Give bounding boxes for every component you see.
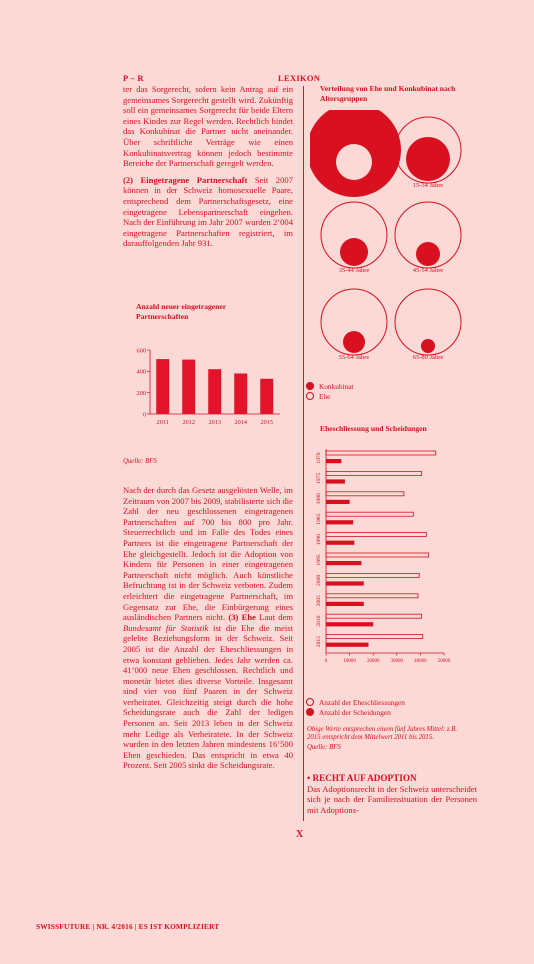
- bar-2014: [234, 373, 247, 414]
- paragraph-konkubinat: ter das Sorgerecht, sofern kein Antrag auf ein gemeinsames Sorgerecht gestellt wird. Zukünftig soll ein gemeinsames Sorgerecht für beide Eltern eines Kindes zur Regel werden. Rechtlich bindet das Konkubinat die Partner nicht aneinander. Über schriftliche Verträge wie einen Konkubinatsvertrag können jedoch bestimmte Bereiche der Partnerschaft geregelt werden.: [123, 84, 293, 169]
- bar-2015: [260, 379, 273, 414]
- category-label: LEXIKON: [278, 73, 321, 83]
- column-divider: [303, 86, 304, 821]
- intro-text-block: [123, 84, 293, 249]
- hbar-note: Obige Werte entsprechen einem fünf Jahres Mittel: z.B. 2015 entspricht dem Mittelwert 2011 bis 2015.: [307, 726, 458, 742]
- heading-partnerschaft: (2) Eingetragene Partnerschaft: [123, 174, 248, 185]
- main-text-block: [123, 485, 293, 771]
- divorces-bar-1990: [326, 541, 354, 545]
- adoption-body: Das Adoptionsrecht in der Schweiz unterscheidet sich je nach der Familiensituation der Personen mit Adoptions-: [307, 783, 477, 815]
- filled-circle-icon: [306, 382, 314, 390]
- divorces-bar-2015: [326, 643, 368, 647]
- marriages-bar-2000: [326, 573, 419, 577]
- konkubinat-circle-2: [340, 238, 368, 266]
- marriages-bar-1975: [326, 471, 422, 475]
- bar-chart-title: Anzahl neuer eingetragener Partnerschaften: [136, 302, 226, 321]
- outline-circle-icon: [306, 392, 314, 400]
- age-group-label: 15-34 Jahre: [412, 182, 444, 189]
- divorces-bar-1975: [326, 479, 345, 483]
- hbar-legend: [306, 697, 405, 717]
- partnerschaft-body: Seit 2007 können in der Schweiz homosexuelle Paare, entsprechend dem Partnerschaftsgesetz, eine eingetragene Lebenspartnerschaft eingehen. Nach der Einführung im Jahr 2007 wurden 2’004 eingetragene Partnerschaften registriert, im darauffolgenden Jahr 931.: [123, 174, 293, 249]
- marriage-divorce-bar-chart: [310, 445, 470, 685]
- divorces-bar-1985: [326, 520, 353, 524]
- legend-scheidungen-label: Anzahl der Scheidungen: [319, 707, 391, 717]
- x-tick-label: 2014: [234, 419, 248, 426]
- ehe-text-a: Nach der durch das Gesetz ausgelösten Welle, im Zeitraum von 2007 bis 2009, stabilisierte sich die Zahl der neu geschlossenen eingetragenen Partnerschaften auf 700 bis 800 pro Jahr. Steuerrechtlich und im Falle des Todes eines Partners ist die eingetragene Partnerschaft der Ehe gleichgestellt. Jedoch ist die Adoption von Kindern für Personen in einer eingetragenen Partnerschaft nicht möglich. Auch künstliche Befruchtung ist in der Schweiz verboten. Zudem erleichtert die eingetragene Partnerschaft, im Gegensatz zur Ehe, die Einbürgerung eines ausländischen Partners nicht.: [123, 485, 293, 623]
- year-label: 2000: [316, 574, 322, 586]
- marriages-bar-2005: [326, 594, 418, 598]
- paragraph-ehe: [123, 485, 293, 771]
- y-tick-label: 0: [142, 411, 146, 419]
- y-tick-label: 600: [136, 347, 146, 355]
- x-tick-label: 0: [324, 659, 328, 664]
- marriages-bar-1970: [326, 451, 436, 455]
- year-label: 1985: [316, 513, 322, 525]
- section-label: P – R: [123, 73, 144, 83]
- bar-2011: [156, 359, 169, 414]
- konkubinat-circle-3: [416, 242, 440, 266]
- year-label: 1975: [316, 472, 322, 484]
- heading-ehe: (3) Ehe: [225, 612, 256, 623]
- bar-2013: [208, 369, 221, 414]
- marriages-bar-1995: [326, 553, 429, 557]
- divorces-bar-1970: [326, 459, 341, 463]
- age-group-circles-chart: [310, 110, 480, 372]
- footer: SWISSFUTURE | NR. 4/2016 | ES IST KOMPLIZIERT: [36, 922, 220, 931]
- filled-circle-icon: [306, 708, 314, 716]
- ehe-text-b: Laut dem: [255, 612, 293, 623]
- adoption-heading: • RECHT AUF ADOPTION: [307, 773, 417, 783]
- adoption-block: [307, 773, 477, 815]
- age-group-label: 45-54 Jahre: [412, 267, 444, 274]
- year-label: 1970: [316, 452, 322, 464]
- konkubinat-circle-5: [421, 339, 435, 353]
- hbar-source: Quelle: BFS: [307, 744, 341, 751]
- hbar-chart-title: Eheschliessung und Scheidungen: [320, 424, 427, 433]
- x-tick-label: 2012: [182, 419, 196, 426]
- marriages-bar-1985: [326, 512, 413, 516]
- marriages-bar-1980: [326, 492, 404, 496]
- paragraph-partnerschaft: [123, 175, 293, 249]
- y-tick-label: 200: [136, 389, 146, 397]
- year-label: 2005: [316, 595, 322, 607]
- x-tick-label: 30000: [390, 659, 404, 664]
- year-label: 2010: [316, 615, 322, 627]
- ehe-circle-0: [336, 144, 372, 180]
- year-label: 2015: [316, 636, 322, 648]
- x-tick-label: 2013: [208, 419, 222, 426]
- x-tick-label: 2015: [260, 419, 274, 426]
- legend-konkubinat: [306, 381, 353, 391]
- legend-ehe-label: Ehe: [319, 391, 331, 401]
- x-tick-label: 40000: [414, 659, 427, 664]
- page-marker: X: [296, 829, 304, 840]
- partnerschaften-bar-chart: [128, 340, 288, 435]
- marriages-bar-1990: [326, 533, 426, 537]
- konkubinat-circle-4: [343, 331, 365, 353]
- marriages-bar-2015: [326, 635, 423, 639]
- x-tick-label: 10000: [343, 659, 356, 664]
- age-group-label: 35-44 Jahre: [338, 267, 370, 274]
- legend-ehe: [306, 391, 353, 401]
- circles-chart-title: Verteilung von Ehe und Konkubinat nach Altersgruppen: [320, 84, 456, 103]
- bar-chart-source: Quelle: BFS: [123, 458, 157, 465]
- divorces-bar-1995: [326, 561, 361, 565]
- x-tick-label: 2011: [156, 419, 169, 426]
- x-tick-label: 20000: [366, 659, 380, 664]
- outline-circle-icon: [306, 698, 314, 706]
- age-group-label: 65-80 Jahre: [412, 354, 444, 361]
- ehe-source-italic: Bundesamt für Statistik: [123, 622, 209, 633]
- marriages-bar-2010: [326, 614, 422, 618]
- age-group-label: 18-24 Jahre: [338, 188, 370, 195]
- x-tick-label: 50000: [437, 659, 451, 664]
- divorces-bar-2000: [326, 581, 364, 585]
- divorces-bar-1980: [326, 500, 350, 504]
- age-group-label: 55-64 Jahre: [338, 354, 370, 361]
- year-label: 1990: [316, 534, 322, 546]
- circles-legend: [306, 381, 353, 401]
- ehe-text-c: ist die Ehe die meist gelebte Beziehungsform in der Schweiz. Seit 2005 ist die Anzahl der Eheschliessungen in etwa konstant geblieben. Jedes Jahr werden ca. 41’000 neue Ehen geschlossen. Rechtlich und monetär bietet dies diverse Vorteile. Insgesamt sind vier von fünf Paaren in der Schweiz verheiratet. Gleichzeitig steigt durch die hohe Scheidungsrate auch die Zahl der ledigen Personen an. Seit 2013 leben in der Schweiz mehr Ledige als Verheiratete. In der Schweiz wurden in den letzten Jahren mindestens 16’500 Ehen geschieden. Das entspricht in etwa 40 Prozent. Seit 2005 sinkt die Scheidungsrate.: [123, 622, 293, 771]
- legend-konkubinat-label: Konkubinat: [319, 381, 354, 391]
- bar-2012: [182, 360, 195, 414]
- legend-scheidungen: [306, 707, 405, 717]
- y-tick-label: 400: [136, 368, 146, 376]
- konkubinat-circle-1: [406, 137, 450, 181]
- divorces-bar-2005: [326, 602, 364, 606]
- legend-eheschliessungen-label: Anzahl der Eheschliessungen: [319, 697, 405, 707]
- year-label: 1995: [316, 554, 322, 566]
- year-label: 1980: [316, 493, 322, 505]
- divorces-bar-2010: [326, 622, 373, 626]
- legend-eheschliessungen: [306, 697, 405, 707]
